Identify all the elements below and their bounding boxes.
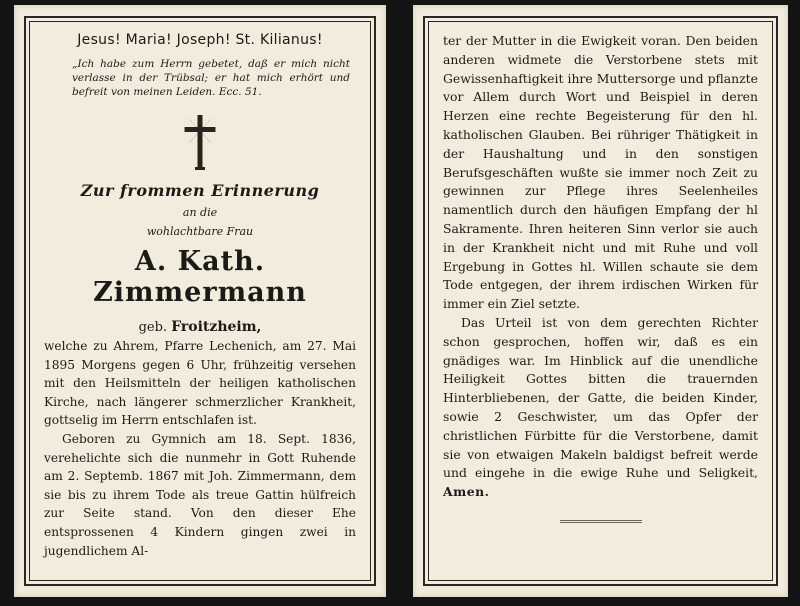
invocation-line: Jesus! Maria! Joseph! St. Kilianus! bbox=[77, 32, 323, 48]
divider-rule bbox=[560, 520, 642, 523]
border-frame bbox=[24, 16, 376, 586]
memorial-card-left-page bbox=[14, 5, 386, 597]
right-body-text bbox=[443, 32, 758, 502]
biography-paragraph: Geboren zu Gymnich am 18. Sept. 1836, verehelichte sich die nunmehr in Gott Ruhende am 2. Septemb. 1867 mit Joh. Zimmermann, dem sie bis zu ihrem Tode als treue Gattin hülfreich zur Seite stand. Von den dieser Ehe entsprossenen 4 Kindern gingen zwei in jugendlichem Al- bbox=[44, 431, 356, 558]
left-body-text bbox=[44, 337, 356, 560]
remembrance-heading: Zur frommen Erinnerung bbox=[80, 181, 320, 200]
continuation-paragraph: ter der Mutter in die Ewigkeit voran. Den beiden anderen widmete die Verstorbene stets mit Gewissenhaftigkeit ihre Muttersorge und pflanzte vor Allem durch Wort und Beispiel in deren Herzen eine rechte Begeisterung für den hl. katholischen Glauben. Bei rühriger Thätigkeit in der Haushaltung und in den sonstigen Berufsgeschäften wußte sie immer noch Zeit zu gewinnen zur Pflege ihres Seelenheiles namentlich durch den häufigen Empfang der hl Sakramente. Ihren heiteren Sinn verlor sie auch in der Krankheit nicht und mit Ruhe und voll Ergebung in Gottes hl. Willen schaute sie dem Tode entgegen, der ihrem irdischen Wirken für immer ein Ziel setzte. bbox=[443, 33, 758, 312]
an-die-label: an die bbox=[182, 206, 218, 219]
deceased-name: A. Kath. Zimmermann bbox=[93, 246, 307, 308]
cross-icon bbox=[44, 113, 356, 171]
amen-word: Amen. bbox=[443, 484, 490, 500]
right-page-content bbox=[429, 22, 772, 580]
border-frame-inner bbox=[428, 21, 773, 581]
scripture-quote: „Ich habe zum Herrn gebetet, daß er mich nicht verlasse in der Trübsal; er hat mich erhört und befreit von meinen Leiden. Ecc. 51. bbox=[72, 58, 350, 98]
memorial-card-right-page bbox=[413, 5, 788, 597]
border-frame bbox=[423, 16, 778, 586]
maiden-name: Froitzheim, bbox=[171, 319, 262, 335]
death-paragraph: welche zu Ahrem, Pfarre Lechenich, am 27. Mai 1895 Morgens gegen 6 Uhr, frühzeitig versehen mit den Heilsmitteln der heiligen katholischen Kirche, nach längerer schmerzlicher Krankheit, gottselig im Herrn entschlafen ist. bbox=[44, 339, 356, 428]
left-page-content bbox=[30, 22, 370, 580]
prayer-text: Das Urteil ist von dem gerechten Richter schon gesprochen, hoffen wir, daß es ein gnädiges war. Im Hinblick auf die unendliche Heiligkeit Gottes bitten die trauernden Hinterbliebenen, der Gatte, die beiden Kinder, sowie 2 Geschwister, um das Opfer der christlichen Fürbitte für die Verstorbene, damit sie von etwaigen Makeln baldigst befreit werde und eingehe in die ewige Ruhe und Seligkeit, bbox=[443, 314, 758, 481]
honorific-label: wohlachtbare Frau bbox=[146, 225, 254, 238]
maiden-name-line bbox=[44, 319, 356, 335]
prayer-paragraph bbox=[443, 314, 758, 502]
border-frame-inner bbox=[29, 21, 371, 581]
nee-prefix: geb. bbox=[138, 320, 168, 335]
